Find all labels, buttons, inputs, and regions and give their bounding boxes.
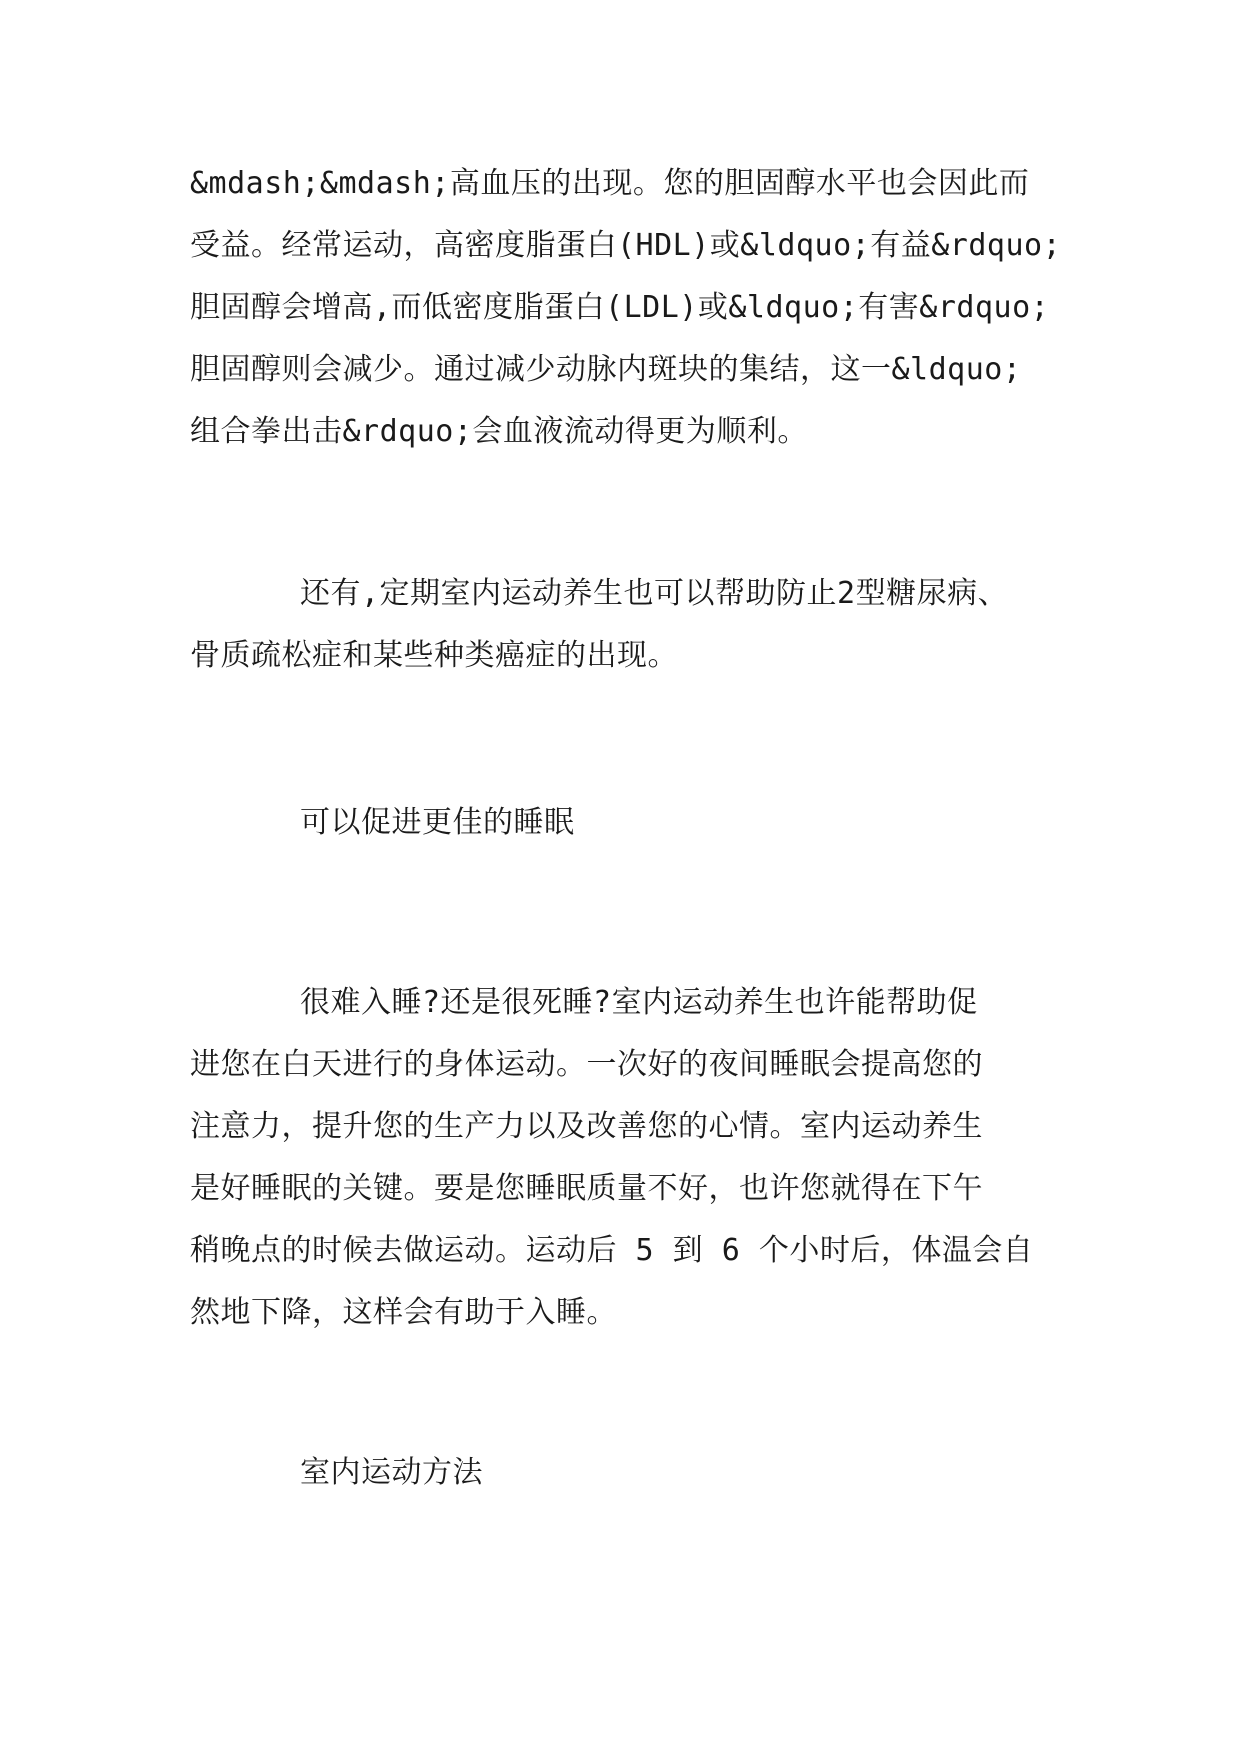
paragraph-sleep	[190, 972, 1070, 1344]
text-line: 还有,定期室内运动养生也可以帮助防止2型糖尿病、	[300, 576, 1009, 611]
text-line: 进您在白天进行的身体运动。一次好的夜间睡眠会提高您的	[190, 1047, 983, 1082]
section-heading-sleep	[190, 792, 1070, 854]
text-line: 胆固醇会增高,而低密度脂蛋白(LDL)或&ldquo;有害&rdquo;	[190, 290, 1050, 325]
text-line: 稍晚点的时候去做运动。运动后 5 到 6 个小时后，体温会自	[190, 1233, 1034, 1268]
paragraph-cholesterol	[190, 153, 1070, 463]
text-line: 胆固醇则会减少。通过减少动脉内斑块的集结，这一&ldquo;	[190, 352, 1022, 387]
text-line: 骨质疏松症和某些种类癌症的出现。	[190, 638, 678, 673]
text-line: 很难入睡?还是很死睡?室内运动养生也许能帮助促	[300, 985, 978, 1020]
text-line: 受益。经常运动，高密度脂蛋白(HDL)或&ldquo;有益&rdquo;	[190, 228, 1062, 263]
text-line: 注意力，提升您的生产力以及改善您的心情。室内运动养生	[190, 1109, 983, 1144]
section-heading-methods	[190, 1442, 1070, 1504]
text-line: 然地下降，这样会有助于入睡。	[190, 1295, 617, 1330]
paragraph-disease-prevention	[190, 563, 1070, 687]
text-line: 是好睡眠的关键。要是您睡眠质量不好，也许您就得在下午	[190, 1171, 983, 1206]
text-line: &mdash;&mdash;高血压的出现。您的胆固醇水平也会因此而	[190, 166, 1030, 201]
text-line: 组合拳出击&rdquo;会血液流动得更为顺利。	[190, 414, 808, 449]
heading-text: 室内运动方法	[300, 1455, 483, 1490]
heading-text: 可以促进更佳的睡眠	[300, 805, 575, 840]
